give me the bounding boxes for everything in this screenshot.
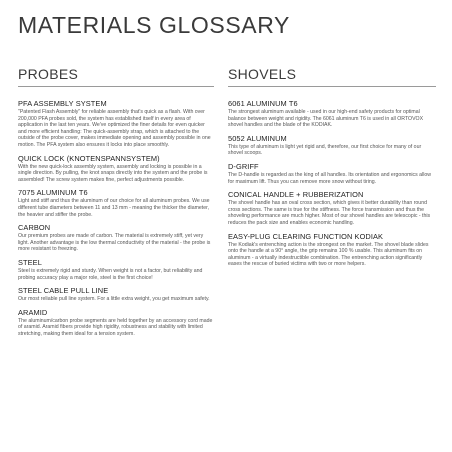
entry-description: The Kodiak's entrenching action is the strongest on the market. The shovel blade slides onto the handle at a 90° angle, the grip remains 100 % usable. This aluminum fits on aluminum - a virtually indestructible combination. The entrenching action significantly eases the rescue of buried victims with two or more helpers.	[228, 241, 429, 268]
glossary-entry	[228, 232, 436, 268]
entry-title: STEEL	[18, 257, 42, 267]
probes-divider	[18, 86, 214, 87]
probes-entry-list	[18, 99, 214, 337]
entry-description: Steel is extremely rigid and sturdy. When weight is not a factor, but reliability and probing accuracy play a major role, steel is the first choice!	[18, 267, 203, 281]
entry-description: This type of aluminum is light yet rigid and, therefore, our first choice for many of our shovel scoops.	[228, 143, 422, 157]
entry-description: "Patented Flash Assembly" for reliable assembly that's quick as a flash. With over 200,000 PFA probes sold, the system has established itself in every area of application in the last ten years. We've optimized the finer details for even quicker and more efficient handling: The quick-assembly strap, which is attached to the outside of the probe cover, makes immediate opening and assembly possible in one motion. The PFA system also ensures it locks into place smoothly.	[18, 109, 211, 148]
glossary-entry	[228, 162, 436, 185]
entry-title: STEEL CABLE PULL LINE	[18, 286, 109, 296]
entry-description: Light and stiff and thus the aluminum of our choice for all aluminum probes. We use different tube diameters between 11 and 13 mm - meaning the thicker the diameter, the heavier and stiffer the probe.	[18, 198, 210, 218]
entry-title: D-GRIFF	[228, 161, 259, 171]
glossary-entry	[18, 188, 214, 218]
entry-title: PFA ASSEMBLY SYSTEM	[18, 99, 107, 108]
entry-description: Our premium probes are made of carbon. The material is extremely stiff, yet very light. Another advantage is the low thermal conductivity of the material - the probe is more resistant to freezing.	[18, 233, 211, 253]
glossary-entry	[18, 308, 214, 338]
page-title: MATERIALS GLOSSARY	[18, 12, 290, 38]
glossary-entry	[18, 154, 214, 184]
glossary-entry	[228, 134, 436, 157]
entry-title: CONICAL HANDLE + RUBBERIZATION	[228, 190, 364, 200]
shovels-column	[228, 66, 436, 273]
entry-title: 6061 ALUMINUM T6	[228, 99, 298, 108]
probes-heading: PROBES	[18, 66, 79, 82]
entry-description: The strongest aluminum available - used in our high-end safety products for optimal balance between weight and rigidity. The 6061 aluminum T6 is used in all ORTOVOX shovel handles and the blade of the KODIAK.	[228, 109, 424, 129]
entry-title: 5052 ALUMINUM	[228, 133, 287, 143]
glossary-entry	[228, 99, 436, 129]
glossary-entry	[228, 190, 436, 226]
entry-title: QUICK LOCK (KNOTENSPANNSYSTEM)	[18, 153, 160, 163]
entry-title: 7075 ALUMINUM T6	[18, 188, 88, 198]
shovels-divider	[228, 86, 436, 87]
entry-description: The aluminum/carbon probe segments are held together by an accessory cord made of aramid. Aramid fibers provide high rigidity, robustness and stability with limited stretching, making them ideal for a tension system.	[18, 317, 213, 337]
glossary-entry	[18, 223, 214, 253]
shovels-heading: SHOVELS	[228, 66, 297, 82]
entry-description: The shovel handle has an oval cross section, which gives it better durability than round cross sections. The same is true for the stiffness. The force transmission and thus the shoveling performance are much higher. Most of our shovel handles are telescopic - this reduces the pack size and enables economic handling.	[228, 200, 431, 226]
entry-description: With the new quick-lock assembly system, assembly and locking is possible in a single direction. By pulling, the knot snaps directly into the system and the probe is assembled! The screw system makes fine, perfect adjustments possible.	[18, 163, 208, 183]
glossary-entry	[18, 258, 214, 281]
entry-description: Our most reliable pull line system. For a little extra weight, you get maximum safety.	[18, 296, 210, 303]
entry-title: ARAMID	[18, 307, 48, 317]
glossary-entry	[18, 286, 214, 303]
probes-column	[18, 66, 214, 342]
shovels-entry-list	[228, 99, 436, 268]
entry-title: CARBON	[18, 223, 51, 233]
glossary-entry	[18, 99, 214, 149]
entry-title: EASY-PLUG CLEARING FUNCTION KODIAK	[228, 231, 384, 241]
entry-description: The D-handle is regarded as the king of all handles. Its orientation and ergonomics allow for maximum lift. Thus you can remove more snow without tiring.	[228, 171, 432, 185]
